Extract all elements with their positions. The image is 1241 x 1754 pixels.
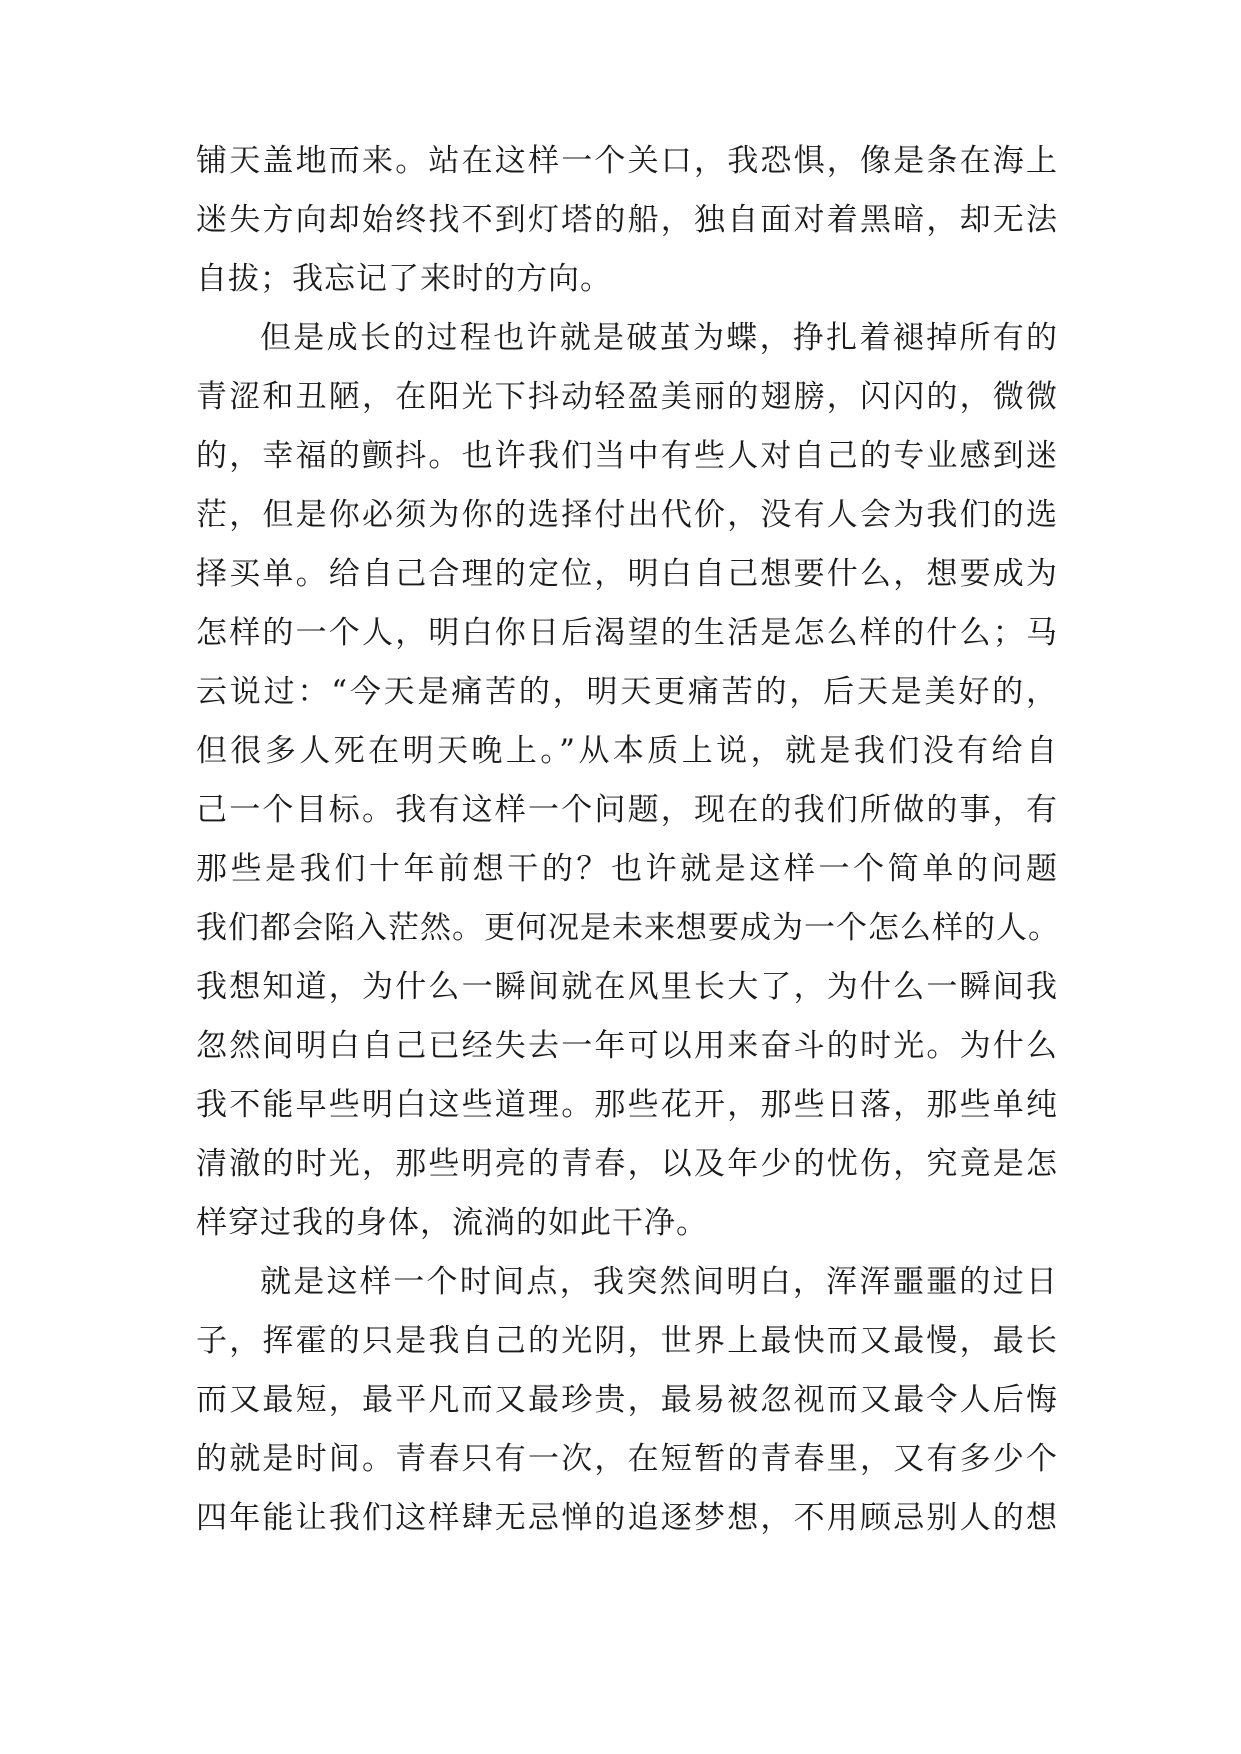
- text-line: 云说过：“今天是痛苦的，明天更痛苦的，后天是美好的，: [196, 674, 1058, 710]
- text-line: 但是成长的过程也许就是破茧为蝶，挣扎着褪掉所有的: [260, 320, 1058, 356]
- text-line: 子，挥霍的只是我自己的光阴，世界上最快而又最慢，最长: [196, 1323, 1058, 1359]
- text-line: 那些是我们十年前想干的？也许就是这样一个简单的问题: [196, 851, 1058, 887]
- text-line: 的就是时间。青春只有一次，在短暂的青春里，又有多少个: [196, 1441, 1058, 1477]
- text-line: 茫，但是你必须为你的选择付出代价，没有人会为我们的选: [196, 497, 1058, 533]
- body-text: [196, 132, 1058, 1548]
- text-line: 怎样的一个人，明白你日后渴望的生活是怎么样的什么；马: [196, 615, 1058, 651]
- text-line: 己一个目标。我有这样一个问题，现在的我们所做的事，有: [196, 792, 1058, 828]
- paragraph: [196, 309, 1058, 1253]
- text-line: 我想知道，为什么一瞬间就在风里长大了，为什么一瞬间我: [196, 969, 1058, 1005]
- text-line: 但很多人死在明天晚上。”从本质上说，就是我们没有给自: [196, 733, 1058, 769]
- text-line: 我们都会陷入茫然。更何况是未来想要成为一个怎么样的人。: [196, 910, 1060, 946]
- text-line: 铺天盖地而来。站在这样一个关口，我恐惧，像是条在海上: [196, 143, 1058, 179]
- text-line: 自拔；我忘记了来时的方向。: [196, 261, 612, 297]
- text-line: 我不能早些明白这些道理。那些花开，那些日落，那些单纯: [196, 1087, 1058, 1123]
- text-line: 样穿过我的身体，流淌的如此干净。: [196, 1205, 708, 1241]
- text-line: 迷失方向却始终找不到灯塔的船，独自面对着黑暗，却无法: [196, 202, 1058, 238]
- paragraph: [196, 132, 1058, 309]
- text-line: 青涩和丑陋，在阳光下抖动轻盈美丽的翅膀，闪闪的，微微: [196, 379, 1058, 415]
- text-line: 择买单。给自己合理的定位，明白自己想要什么，想要成为: [196, 556, 1058, 592]
- text-line: 就是这样一个时间点，我突然间明白，浑浑噩噩的过日: [260, 1264, 1058, 1300]
- text-line: 而又最短，最平凡而又最珍贵，最易被忽视而又最令人后悔: [196, 1382, 1058, 1418]
- text-line: 忽然间明白自己已经失去一年可以用来奋斗的时光。为什么: [196, 1028, 1058, 1064]
- paragraph: [196, 1253, 1058, 1548]
- text-line: 清澈的时光，那些明亮的青春，以及年少的忧伤，究竟是怎: [196, 1146, 1058, 1182]
- text-line: 四年能让我们这样肆无忌惮的追逐梦想，不用顾忌别人的想: [196, 1500, 1058, 1536]
- text-line: 的，幸福的颤抖。也许我们当中有些人对自己的专业感到迷: [196, 438, 1058, 474]
